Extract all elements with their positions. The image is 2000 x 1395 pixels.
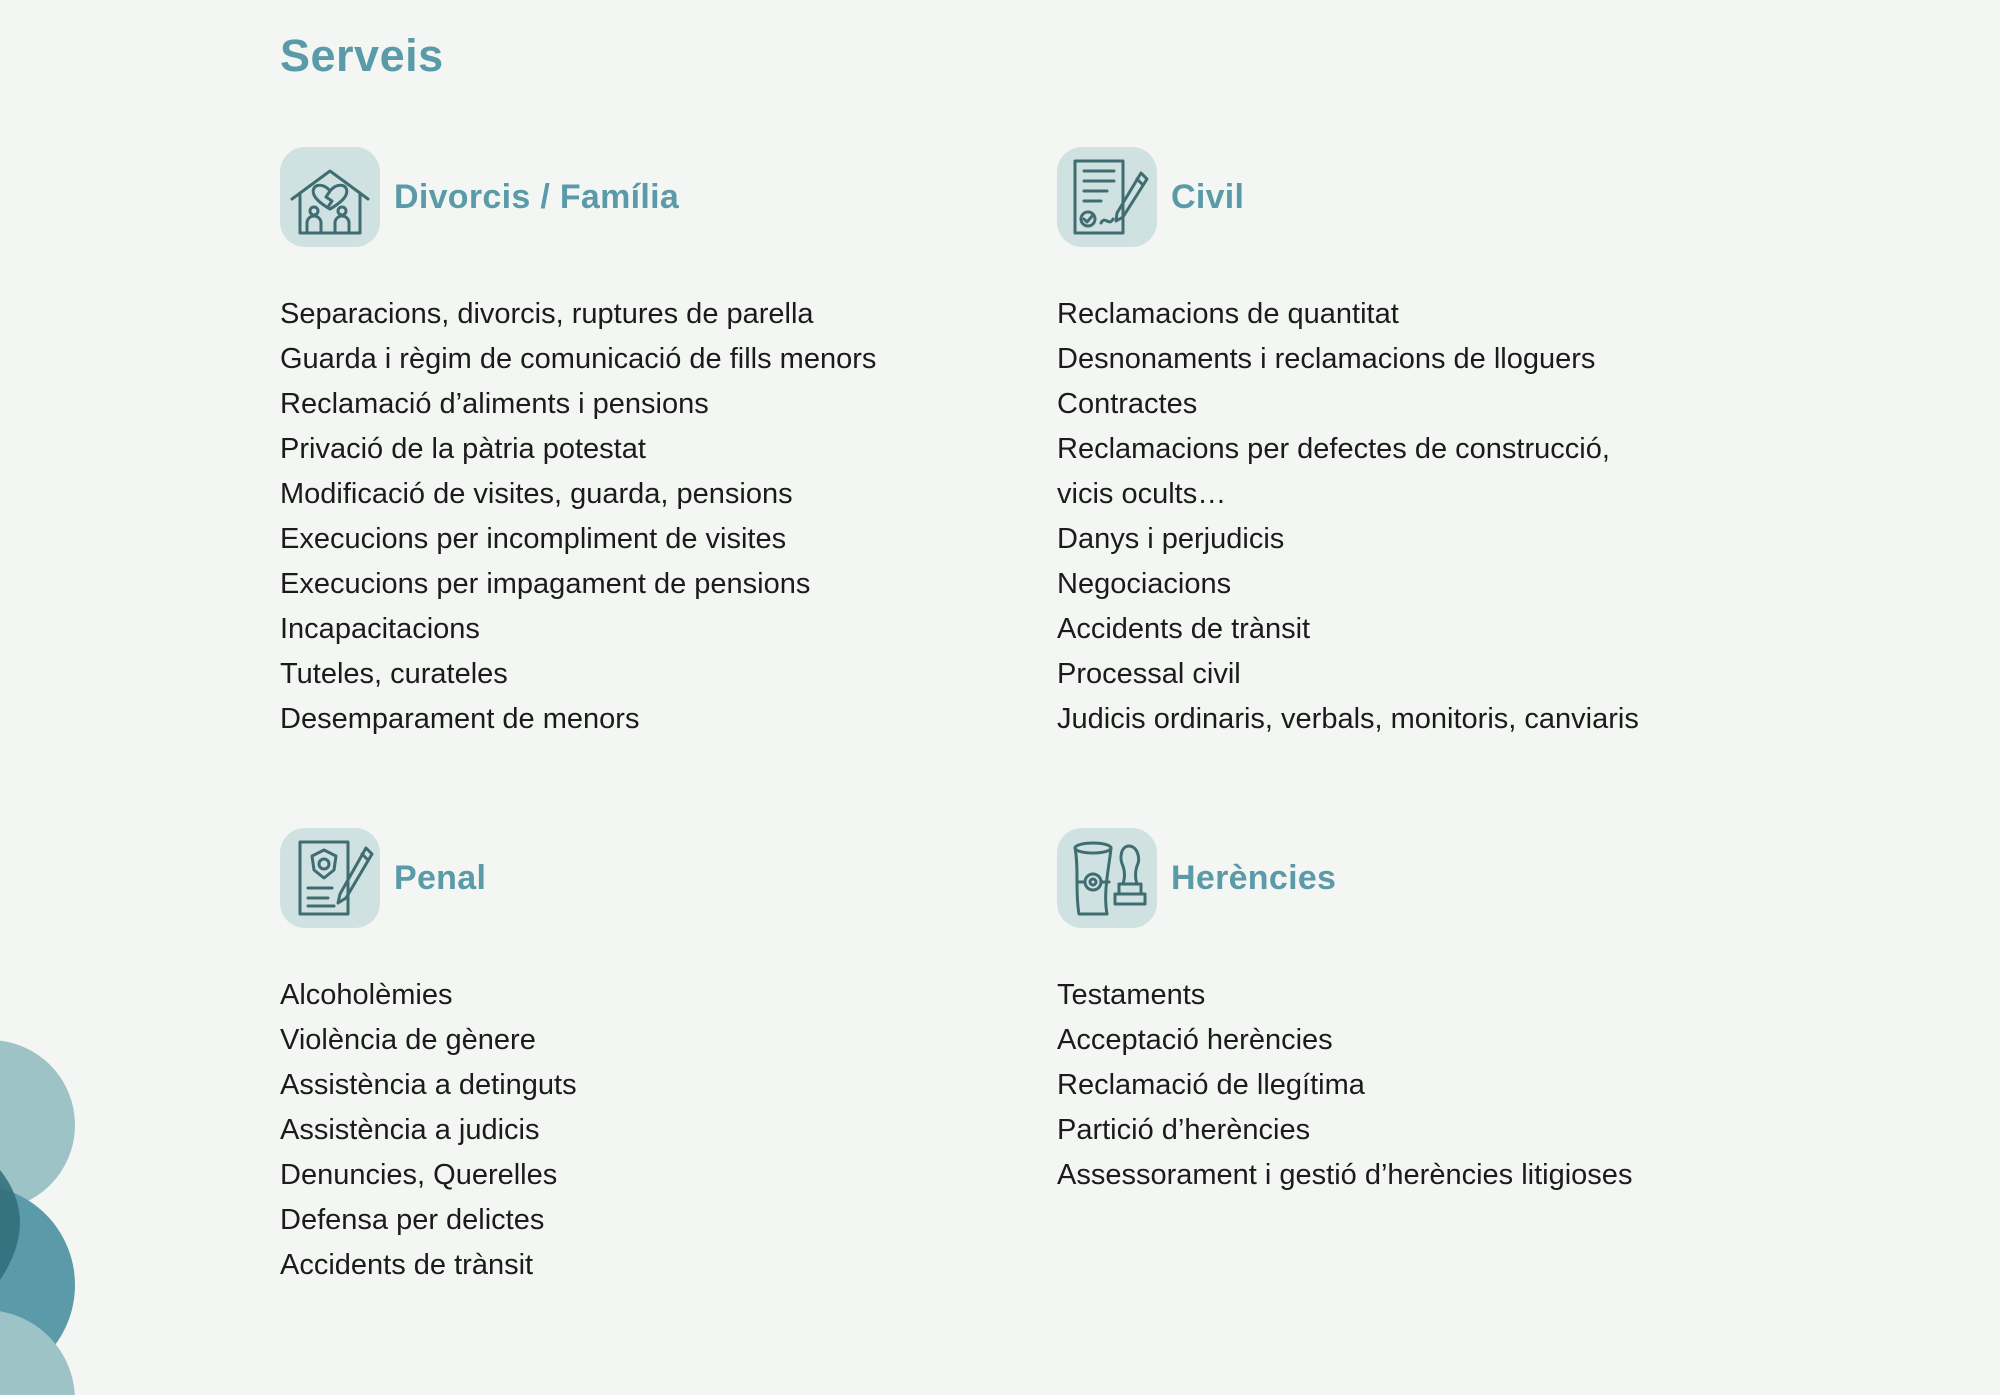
list-item: Execucions per incompliment de visites [280,523,787,555]
section-header [280,147,1000,247]
service-list [1057,973,1777,1198]
list-item: Partició d’herències [1057,1114,1311,1146]
section-header [280,828,1000,928]
section-title: Divorcis / Família [394,177,680,216]
list-item: Accidents de trànsit [280,1249,534,1281]
list-item: Reclamació d’aliments i pensions [280,388,709,420]
list-item: Judicis ordinaris, verbals, monitoris, canviaris [1057,703,1639,735]
list-item: Violència de gènere [280,1024,536,1056]
page-title: Serveis [280,30,444,81]
list-item: Assistència a judicis [280,1114,540,1146]
list-item: Danys i perjudicis [1057,523,1285,555]
list-item: Acceptació herències [1057,1024,1333,1056]
list-item: vicis ocults… [1057,478,1227,510]
list-item: Separacions, divorcis, ruptures de parella [280,298,814,330]
list-item: Contractes [1057,388,1198,420]
decorative-shapes [0,1000,90,1395]
service-list [280,292,1000,742]
section-family [280,147,1000,742]
section-header [1057,147,1777,247]
list-item: Reclamació de llegítima [1057,1069,1365,1101]
list-item: Accidents de trànsit [1057,613,1311,645]
list-item: Denuncies, Querelles [280,1159,558,1191]
list-item: Incapacitacions [280,613,480,645]
list-item: Processal civil [1057,658,1241,690]
section-civil [1057,147,1777,742]
list-item: Guarda i règim de comunicació de fills menors [280,343,877,375]
service-list [280,973,1000,1288]
list-item: Privació de la pàtria potestat [280,433,646,465]
list-item: Reclamacions per defectes de construcció, [1057,433,1610,465]
list-item: Alcoholèmies [280,979,453,1011]
will-scroll-stamp-icon [1057,828,1157,928]
section-penal [280,828,1000,1288]
list-item: Reclamacions de quantitat [1057,298,1399,330]
broken-heart-house-icon [280,147,380,247]
list-item: Desnonaments i reclamacions de lloguers [1057,343,1596,375]
contract-signature-icon [1057,147,1157,247]
list-item: Tuteles, curateles [280,658,508,690]
list-item: Assessorament i gestió d’herències litigioses [1057,1159,1633,1191]
section-title: Civil [1171,177,1245,216]
list-item: Desemparament de menors [280,703,640,735]
police-report-icon [280,828,380,928]
section-title: Penal [394,858,487,897]
section-title: Herències [1171,858,1337,897]
section-inheritance [1057,828,1777,1198]
service-list [1057,292,1777,742]
list-item: Negociacions [1057,568,1232,600]
list-item: Testaments [1057,979,1206,1011]
list-item: Defensa per delictes [280,1204,545,1236]
list-item: Assistència a detinguts [280,1069,577,1101]
list-item: Modificació de visites, guarda, pensions [280,478,793,510]
list-item: Execucions per impagament de pensions [280,568,811,600]
section-header [1057,828,1777,928]
